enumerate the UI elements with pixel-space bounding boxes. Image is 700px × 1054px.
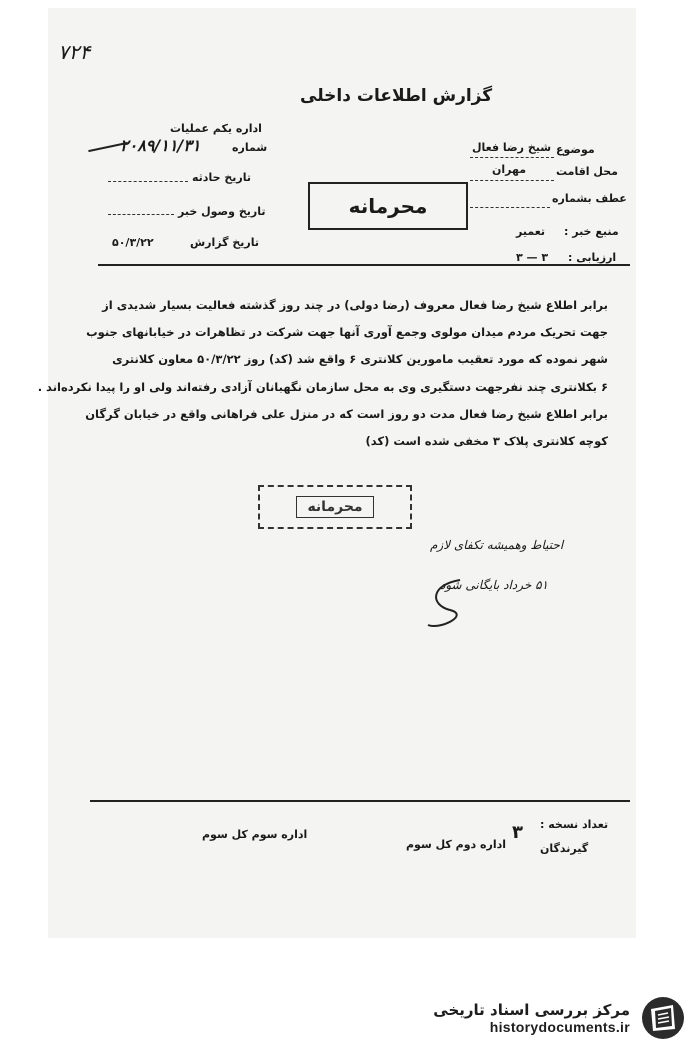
classification-box xyxy=(308,182,468,230)
location-underline xyxy=(470,180,554,181)
body-line-5: برابر اطلاع شیخ رضا فعال مدت دو روز است که در منزل علی فراهانی واقع در خیابان گرگان xyxy=(85,407,608,421)
archive-branding xyxy=(433,995,686,1041)
location-label: محل اقامت xyxy=(556,165,618,178)
recipient-2: اداره سوم کل سوم xyxy=(202,828,308,841)
incident-date-label: تاریخ حادثه xyxy=(192,171,251,184)
body-line-1: برابر اطلاع شیخ رضا فعال معروف (رضا دولی) در چند روز گذشته فعالیت بسیار شدیدی از xyxy=(102,298,608,312)
recipients-label: گیرندگان xyxy=(540,842,589,855)
stamp-text: محرمانه xyxy=(296,496,373,518)
footer-divider xyxy=(90,800,630,802)
number-label: شماره xyxy=(232,141,268,154)
handwritten-note-1: احتیاط وهمیشه تکفای لازم xyxy=(430,538,564,552)
source-label: منبع خبر : xyxy=(564,225,619,238)
body-line-6: کوچه کلانتری پلاک ۳ مخفی شده است (کد) xyxy=(365,434,608,448)
report-date-label: تاریخ گزارش xyxy=(190,236,260,249)
body-line-2: جهت تحریک مردم میدان مولوی وجمع آوری آنها جهت شرکت در تظاهرات در خیابانهای جنوب xyxy=(86,325,608,339)
archive-number: ۷۲۴ xyxy=(58,40,91,64)
receipt-date-underline xyxy=(108,214,174,215)
copies-label: تعداد نسخه : xyxy=(540,818,609,831)
copies-value: ۳ xyxy=(512,822,523,843)
confidential-stamp xyxy=(258,485,412,529)
branding-url[interactable]: historydocuments.ir xyxy=(489,1019,630,1035)
document-title: گزارش اطلاعات داخلی xyxy=(300,86,493,106)
subject-label: موضوع xyxy=(556,143,595,156)
signature-scribble xyxy=(420,575,480,635)
receipt-date-label: تاریخ وصول خبر xyxy=(178,205,266,218)
source-value: تعمیر xyxy=(516,225,546,238)
office-label: اداره یکم عملیات xyxy=(170,122,262,135)
subject-underline xyxy=(470,157,554,158)
handwritten-note-2: ۵۱ خرداد بایگانی شود xyxy=(440,578,548,592)
evaluation-value: ۳ — ۳ xyxy=(516,251,549,264)
report-date-value: ۵۰/۳/۲۲ xyxy=(112,236,154,249)
reference-underline xyxy=(470,207,550,208)
evaluation-label: ارزیابی : xyxy=(568,251,617,264)
reference-label: عطف بشماره xyxy=(552,192,627,205)
branding-text xyxy=(433,1001,630,1035)
branding-name: مرکز بررسی اسناد تاریخی xyxy=(433,1001,630,1019)
header-divider xyxy=(98,264,630,266)
subject-value: شیخ رضا فعال xyxy=(472,141,552,154)
number-value: ۲۰۸۹/۱۱/۳۱ xyxy=(120,136,201,155)
recipient-1: اداره دوم کل سوم xyxy=(406,838,507,851)
incident-date-underline xyxy=(108,181,188,182)
body-line-4: ۶ بکلانتری چند نفرجهت دستگیری وی به محل سازمان نگهبانان آزادی رفته‌اند ولی او را پیدا نکرده‌اند . xyxy=(37,380,608,394)
archive-logo-icon xyxy=(640,995,686,1041)
location-value: مهران xyxy=(492,163,527,176)
body-line-3: شهر نموده که مورد تعقیب مامورین کلانتری ۶ واقع شد (کد) روز ۵۰/۳/۲۲ معاون کلانتری xyxy=(112,352,608,366)
classification-label: محرمانه xyxy=(348,194,428,218)
